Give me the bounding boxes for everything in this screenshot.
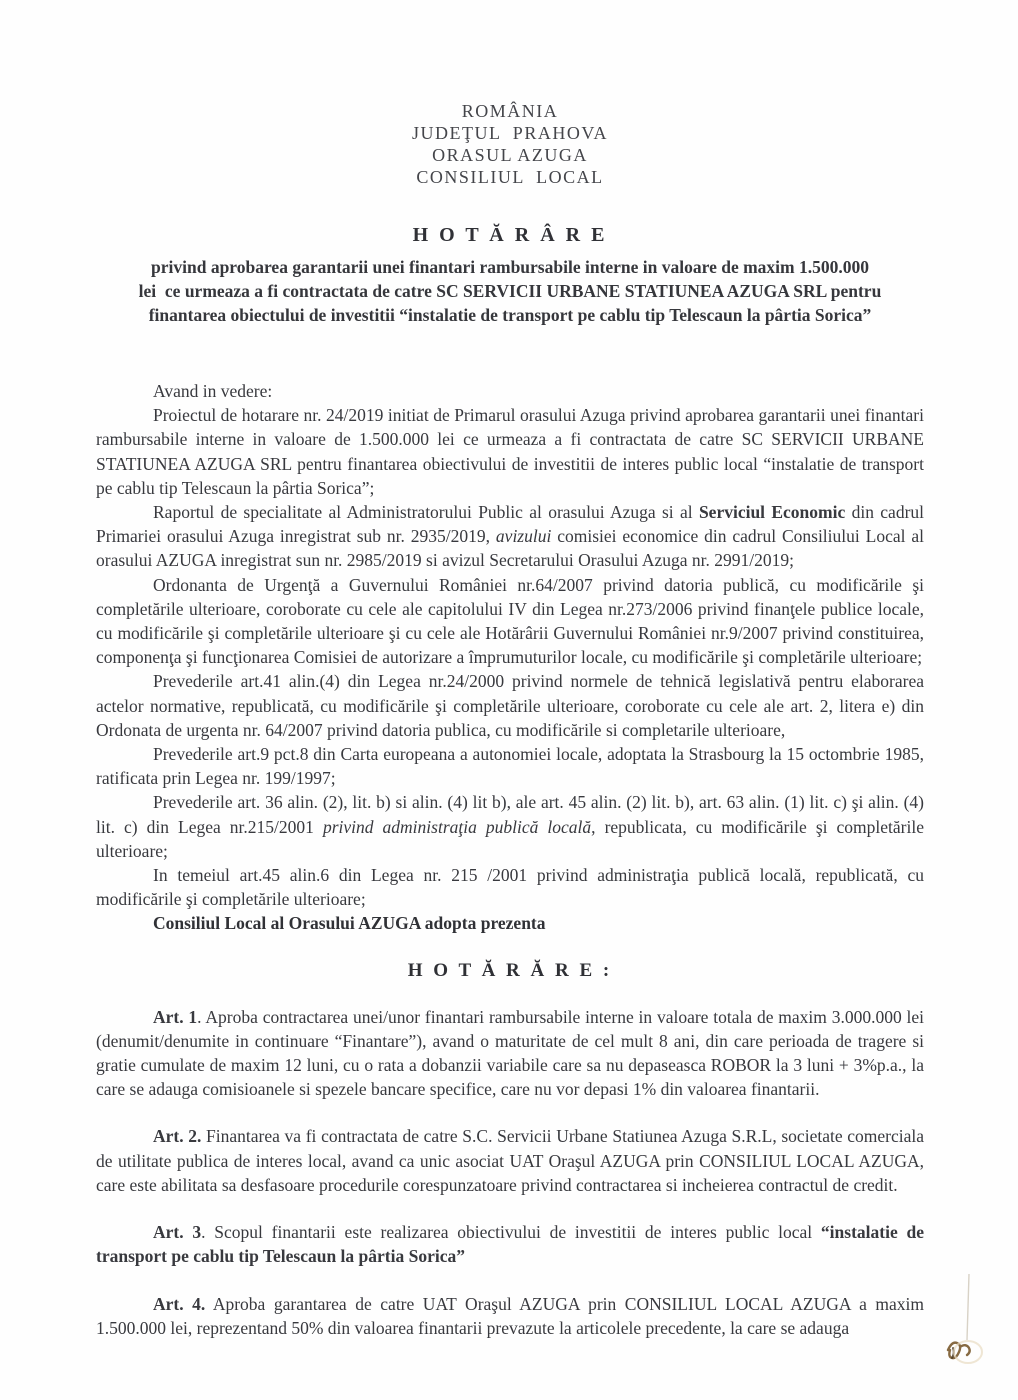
articles-section (96, 1005, 924, 1340)
preamble-paragraph: Prevederile art. 36 alin. (2), lit. b) si alin. (4) lit b), ale art. 45 alin. (2) lit. b), art. 63 alin. (1) lit. c) şi alin. (4) lit. c) din Legea nr.215/2001 privind administraţia publică locală, republicata, cu modificările şi completările ulterioare; (96, 792, 924, 861)
letterhead-council: CONSILIUL LOCAL (416, 167, 604, 187)
preamble-paragraph: Proiectul de hotarare nr. 24/2019 initiat de Primarul orasului Azuga privind aprobarea garantarii unei finantari rambursabile interne in valoare de 1.500.000 lei ce urmeaza a fi contractata de catre SC SERVICII URBANE STATIUNEA AZUGA SRL pentru finantarea obiectivului de investitii de interes public local “instalatie de transport pe cablu tip Telescaun la pârtia Sorica”; (96, 405, 924, 498)
operative-heading: H O T Ă R Ă R E : (407, 959, 613, 981)
decision-subtitle (96, 255, 924, 327)
article-paragraph: Art. 4. Aproba garantarea de catre UAT Oraşul AZUGA prin CONSILIUL LOCAL AZUGA a maxim 1.500.000 lei, reprezentand 50% din valoarea finantarii prevazute la articolele precedente, la care se adauga (96, 1293, 924, 1338)
letterhead-country: ROMÂNIA (461, 101, 559, 121)
subtitle-line: lei ce urmeaza a fi contractata de catre SC SERVICII URBANE STATIUNEA AZUGA SRL pentru (138, 281, 882, 301)
preamble-intro: Avand in vedere: (153, 381, 273, 401)
subtitle-line: finantarea obiectului de investitii “instalatie de transport pe cablu tip Telescaun la pârtia Sorica” (148, 305, 872, 325)
decision-title: H O T Ă R Â R E (412, 224, 608, 246)
preamble-paragraph: In temeiul art.45 alin.6 din Legea nr. 215 /2001 privind administraţia publică locală, republicată, cu modificările şi completările ulterioare; (96, 865, 924, 910)
page-content (96, 0, 924, 1340)
article-paragraph: Art. 1. Aproba contractarea unei/unor finantari rambursabile interne in valoare totala de maxim 3.000.000 lei (denumit/denumite in continuare “Finantare”), avand o maturitate de cel mult 8 ani, din care perioada de tragere si gratie cumulate de maxim 12 luni, cu o rata a dobanzii variabile care sa nu depaseasca ROBOR la 3 luni + 3%p.a., la care se adauga comisioanele si spezele bancare specifice, care nu vor depasi 1% din valoarea finantarii. (96, 1006, 924, 1100)
preamble-paragraph: Prevederile art.9 pct.8 din Carta europeana a autonomiei locale, adoptata la Strasbourg la 15 octombrie 1985, ratificata prin Legea nr. 199/1997; (96, 744, 924, 789)
adoption-clause: Consiliul Local al Orasului AZUGA adopta prezenta (153, 913, 546, 934)
preamble-paragraph: Raportul de specialitate al Administratorului Public al orasului Azuga si al Serviciul Economic din cadrul Primariei orasului Azuga inregistrat sub nr. 2935/2019, avizului comisiei economice din cadrul Consiliului Local al orasului AZUGA inregistrat sun nr. 2985/2019 si avizul Secretarului Orasului Azuga nr. 2991/2019; (96, 502, 925, 571)
letterhead (96, 100, 924, 188)
letterhead-county: JUDEŢUL PRAHOVA (411, 123, 608, 143)
article-paragraph: Art. 2. Finantarea va fi contractata de catre S.C. Servicii Urbane Statiunea Azuga S.R.L, societate comerciala de utilitate publica de interes local, avand ca unic asociat UAT Oraşul AZUGA prin CONSILIUL LOCAL AZUGA, care este abilitata sa desfasoare procedurile corespunzatoare privind contractarea si incheierea contractul de credit. (96, 1126, 924, 1195)
preamble-paragraph: Ordonanta de Urgenţă a Guvernului României nr.64/2007 privind datoria publică, cu modificările şi completările ulterioare, coroborate cu cele ale capitolului IV din Legea nr.273/2006 privind finanţele publice locale, cu modificările şi completările ulterioare şi cu cele ale Hotărârii Guvernului României nr.9/2007 privind constituirea, componenţa şi funcţionarea Comisiei de autorizare a împrumuturilor locale, cu modificările şi completările ulterioare; (96, 574, 924, 668)
article-paragraph: Art. 3. Scopul finantarii este realizarea obiectivului de investitii de interes public local “instalatie de transport pe cablu tip Telescaun la pârtia Sorica” (96, 1222, 924, 1267)
pen-initial-mark (920, 1274, 1000, 1384)
scan-line-artifact (967, 1274, 969, 1340)
subtitle-line: privind aprobarea garantarii unei finantari rambursabile interne in valoare de maxim 1.500.000 (151, 257, 869, 277)
preamble-paragraph: Prevederile art.41 alin.(4) din Legea nr.24/2000 privind normele de tehnică legislativă pentru elaborarea actelor normative, republicată, cu modificările şi completările ulterioare, coroborate cu cele ale art. 2, litera e) din Ordonata de urgenta nr. 64/2007 privind datoria publica, cu modificările si completarile ulterioare, (96, 671, 924, 740)
preamble (96, 379, 924, 936)
letterhead-city: ORASUL AZUGA (432, 145, 588, 165)
